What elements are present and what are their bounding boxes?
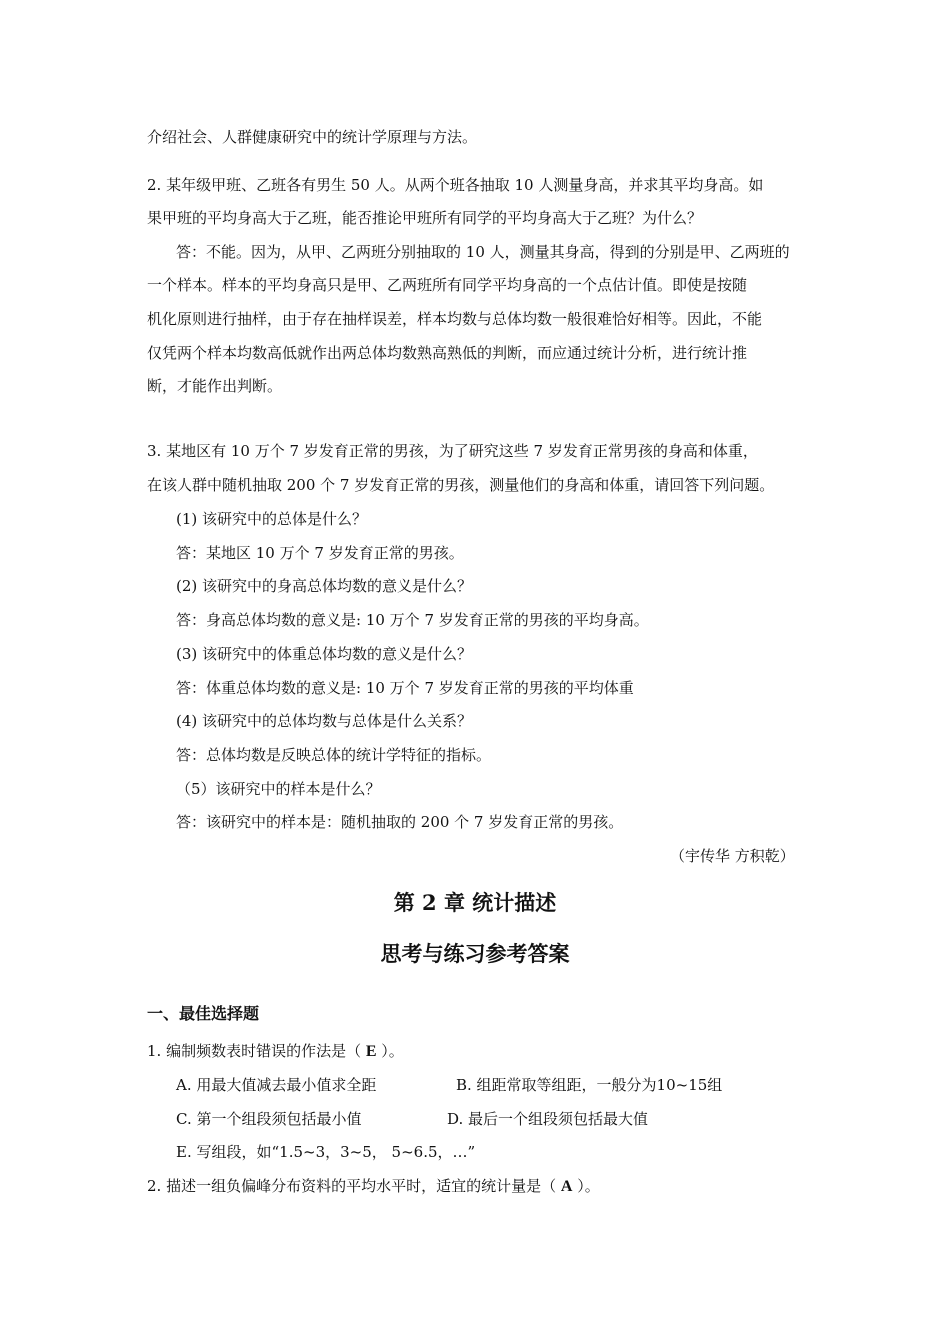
q3-item-3-answer: 答：体重总体均数的意义是: 10 万个 7 岁发育正常的男孩的平均体重 (176, 679, 634, 697)
q3-item-3-question: (3) 该研究中的体重总体均数的意义是什么？ (176, 645, 473, 663)
mc1-stem-text: 1. 编制频数表时错误的作法是（ (147, 1042, 366, 1060)
mc1-option-a: A. 用最大值减去最小值求全距 (176, 1076, 377, 1094)
section-title: 一、最佳选择题 (147, 1004, 260, 1023)
mc1-answer: E (365, 1043, 377, 1060)
q3-item-2-answer: 答：身高总体均数的意义是: 10 万个 7 岁发育正常的男孩的平均身高。 (176, 611, 649, 629)
q3-item-1-question: (1) 该研究中的总体是什么？ (176, 510, 368, 528)
intro-line: 介绍社会、人群健康研究中的统计学原理与方法。 (147, 128, 478, 146)
q3-item-5-question: （5）该研究中的样本是什么？ (176, 780, 381, 798)
q3-line-2: 在该人群中随机抽取 200 个 7 岁发育正常的男孩，测量他们的身高和体重，请回答下列问题。 (147, 476, 775, 494)
q3-item-2-question: (2) 该研究中的身高总体均数的意义是什么？ (176, 577, 473, 595)
chapter-subtitle: 思考与练习参考答案 (380, 941, 570, 966)
q2-line-2: 果甲班的平均身高大于乙班，能否推论甲班所有同学的平均身高大于乙班？为什么？ (147, 209, 703, 227)
mc1-stem (147, 1041, 404, 1062)
chapter-title: 第 2 章 统计描述 (393, 890, 557, 915)
q2-answer-line-2: 一个样本。样本的平均身高只是甲、乙两班所有同学平均身高的一个点估计值。即使是按随 (147, 276, 748, 294)
q3-item-1-answer: 答：某地区 10 万个 7 岁发育正常的男孩。 (176, 544, 464, 562)
q3-item-5-answer: 答：该研究中的样本是：随机抽取的 200 个 7 岁发育正常的男孩。 (176, 813, 624, 831)
q2-answer-line-4: 仅凭两个样本均数高低就作出两总体均数熟高熟低的判断，而应通过统计分析，进行统计推 (147, 344, 748, 362)
mc2-answer: A (560, 1178, 573, 1195)
mc1-option-e: E. 写组段，如“1.5~3，3~5， 5~6.5，…” (176, 1143, 476, 1161)
q3-line-1: 3. 某地区有 10 万个 7 岁发育正常的男孩，为了研究这些 7 岁发育正常男孩的身高和体重， (147, 442, 758, 460)
mc2-stem-end: ）。 (572, 1177, 600, 1195)
mc2-stem-text: 2. 描述一组负偏峰分布资料的平均水平时，适宜的统计量是（ (147, 1177, 561, 1195)
q3-item-4-question: (4) 该研究中的总体均数与总体是什么关系？ (176, 712, 473, 730)
mc1-option-b: B. 组距常取等组距，一般分为10~15组 (456, 1076, 723, 1094)
q2-answer-line-1: 答：不能。因为，从甲、乙两班分别抽取的 10 人，测量其身高，得到的分别是甲、乙两班的 (176, 243, 790, 261)
mc1-stem-end: ）。 (376, 1042, 404, 1060)
q2-line-1: 2. 某年级甲班、乙班各有男生 50 人。从两个班各抽取 10 人测量身高，并求其平均身高。如 (147, 176, 764, 194)
authors-attribution: （宇传华 方积乾） (670, 847, 795, 865)
mc2-stem (147, 1176, 600, 1197)
mc1-option-c: C. 第一个组段须包括最小值 (176, 1110, 362, 1128)
q2-answer-line-3: 机化原则进行抽样，由于存在抽样误差，样本均数与总体均数一般很难恰好相等。因此，不能 (147, 310, 763, 328)
q2-answer-line-5: 断，才能作出判断。 (147, 377, 283, 395)
q3-item-4-answer: 答：总体均数是反映总体的统计学特征的指标。 (176, 746, 492, 764)
mc1-option-d: D. 最后一个组段须包括最大值 (447, 1110, 649, 1128)
